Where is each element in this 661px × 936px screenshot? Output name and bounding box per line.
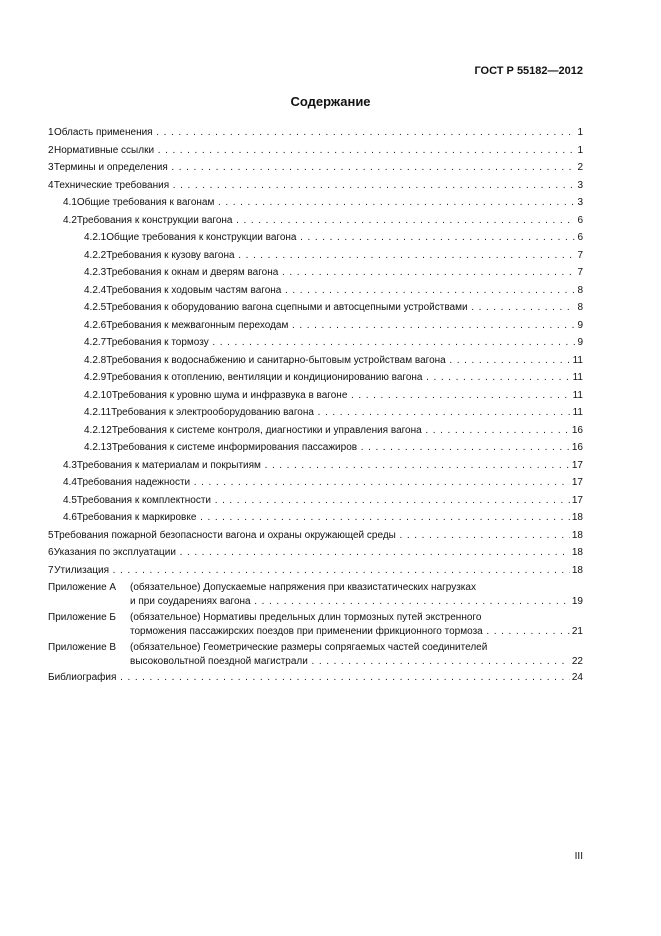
toc-entry-text: Требования к уровню шума и инфразвука в вагоне . . .: [112, 387, 571, 405]
toc-entry-page: 3: [575, 194, 583, 212]
toc-entry-number: 4.2.12: [84, 424, 112, 436]
appendix-title-line1: (обязательное) Допускаемые напряжения при квазистатических нагрузках: [130, 582, 476, 593]
toc-entry-number: 7: [48, 564, 54, 576]
toc-entry-text: Требования к маркировке . . .: [77, 509, 570, 527]
toc-entry-page: 9: [575, 317, 583, 335]
toc-entry-page: 8: [575, 299, 583, 317]
page-title: Содержание: [290, 94, 371, 109]
toc-entry-text: Требования к комплектности . . .: [77, 492, 570, 510]
toc-entry[interactable]: [48, 492, 583, 510]
toc-entry-page: 9: [575, 334, 583, 352]
toc-entry[interactable]: [48, 299, 583, 317]
toc-entry-number: 6: [48, 547, 54, 558]
toc-entry[interactable]: [48, 544, 583, 562]
toc-entry-text: Утилизация . . .: [54, 562, 570, 580]
toc-entry-page: 2: [575, 159, 583, 177]
toc-entry-page: 24: [570, 669, 583, 687]
toc-entry-page: 3: [575, 177, 583, 195]
toc-entry-number: 4.6: [63, 512, 77, 523]
toc-entry-number: 3: [48, 162, 54, 173]
toc-entry[interactable]: [48, 142, 583, 160]
toc-entry-number: 5: [48, 529, 54, 541]
toc-entry-text: Требования к конструкции вагона . . .: [77, 212, 576, 230]
toc-entry-number: 4.2.3: [84, 267, 107, 278]
toc-entry-number: 4: [48, 179, 54, 191]
page-folio: III: [574, 851, 583, 862]
toc-entry[interactable]: [48, 124, 583, 142]
toc-entry-page: 6: [575, 212, 583, 230]
toc-entry-number: 4.3: [63, 459, 77, 471]
toc-entry[interactable]: [48, 159, 583, 177]
toc-entry[interactable]: [48, 474, 583, 492]
appendix-entry[interactable]: [48, 581, 583, 609]
toc-entry-number: 4.2.9: [84, 372, 107, 383]
appendix-title-line1: (обязательное) Геометрические размеры сопрягаемых частей соединителей: [130, 642, 488, 653]
toc-entry-number: 2: [48, 144, 54, 156]
toc-entry[interactable]: [48, 264, 583, 282]
appendix-entry[interactable]: [48, 611, 583, 639]
appendix-entry[interactable]: [48, 641, 583, 669]
toc-entry-number: 4.2.13: [84, 442, 112, 453]
toc-entry[interactable]: [48, 352, 583, 370]
toc-entry[interactable]: [48, 177, 583, 195]
toc-entry-text: Общие требования к конструкции вагона . . .: [106, 229, 575, 247]
toc-entry-text: Нормативные ссылки . . .: [54, 142, 575, 160]
appendix-page: 21: [571, 626, 583, 637]
appendix-title-line1: (обязательное) Нормативы предельных длин тормозных путей экстренного: [130, 612, 482, 623]
toc-entry-text: Требования к электрооборудованию вагона . . .: [111, 404, 571, 422]
toc-entry-page: 18: [570, 562, 583, 580]
appendix-title-line2: и при соударениях вагона . . .: [130, 595, 570, 609]
appendix-page: 22: [571, 656, 583, 667]
toc-entry-text: Требования к ходовым частям вагона . . .: [106, 282, 575, 300]
toc-entry-page: 16: [570, 422, 583, 440]
toc-entry-number: 4.1: [63, 197, 77, 208]
toc-entry-text: Требования к кузову вагона . . .: [106, 247, 575, 265]
toc-entry[interactable]: [48, 562, 583, 580]
toc-entry-number: 4.2.5: [84, 302, 107, 313]
toc-entry-page: 17: [570, 492, 583, 510]
toc-entry[interactable]: [48, 422, 583, 440]
toc-entry[interactable]: [48, 369, 583, 387]
toc-entry-number: 4.2.11: [84, 407, 112, 418]
toc-entry-text: Требования к оборудованию вагона сцепными и автосцепными устройствами . . .: [106, 299, 575, 317]
appendix-title-line2: торможения пассажирских поездов при применении фрикционного тормоза . . .: [130, 625, 570, 639]
toc-entry-page: 16: [570, 439, 583, 457]
toc-entry-number: 4.2.1: [84, 232, 107, 243]
toc-entry-text: Требования к тормозу . . .: [106, 334, 575, 352]
toc-entry-bibliography[interactable]: [48, 669, 583, 687]
toc-entry-page: 18: [570, 544, 583, 562]
toc-entry-text: Библиография . . .: [48, 669, 570, 687]
toc-entry-text: Требования пожарной безопасности вагона и охраны окружающей среды . . .: [54, 527, 570, 545]
toc-entry-page: 11: [571, 404, 583, 422]
toc-entry-number: 1: [48, 127, 54, 138]
toc-entries: [48, 124, 583, 579]
toc-entry-page: 11: [571, 369, 583, 387]
table-of-contents: [48, 124, 583, 687]
appendix-entries: [48, 581, 583, 669]
toc-entry[interactable]: [48, 194, 583, 212]
toc-entry[interactable]: [48, 229, 583, 247]
toc-entry-number: 4.2.6: [84, 319, 107, 331]
toc-entry-page: 1: [575, 142, 583, 160]
toc-entry-number: 4.4: [63, 477, 77, 488]
toc-entry[interactable]: [48, 387, 583, 405]
toc-entry[interactable]: [48, 212, 583, 230]
toc-entry-page: 1: [575, 124, 583, 142]
toc-entry-text: Общие требования к вагонам . . .: [77, 194, 576, 212]
toc-entry-page: 7: [575, 264, 583, 282]
appendix-title-line2: высоковольтной поездной магистрали . . .: [130, 655, 570, 669]
appendix-name: Приложение А: [48, 582, 117, 593]
toc-entry[interactable]: [48, 457, 583, 475]
appendix-name: Приложение Б: [48, 612, 116, 623]
toc-entry[interactable]: [48, 527, 583, 545]
toc-entry-text: Требования к системе информирования пассажиров . . .: [112, 439, 570, 457]
toc-entry-text: Требования к межвагонным переходам . . .: [106, 317, 575, 335]
toc-entry-number: 4.5: [63, 494, 77, 506]
toc-entry-page: 18: [570, 527, 583, 545]
toc-entry-text: Технические требования . . .: [54, 177, 576, 195]
toc-entry-text: Требования к отоплению, вентиляции и кондиционированию вагона . . .: [106, 369, 570, 387]
document-code: ГОСТ Р 55182—2012: [474, 65, 583, 77]
toc-entry-page: 6: [575, 229, 583, 247]
toc-entry[interactable]: [48, 404, 583, 422]
toc-entry-page: 11: [571, 387, 583, 405]
toc-entry-text: Требования к системе контроля, диагностики и управления вагона . . .: [112, 422, 570, 440]
toc-entry[interactable]: [48, 247, 583, 265]
toc-entry[interactable]: [48, 282, 583, 300]
toc-entry[interactable]: [48, 439, 583, 457]
toc-entry-text: Требования к материалам и покрытиям . . .: [77, 457, 570, 475]
toc-entry[interactable]: [48, 509, 583, 527]
toc-entry-page: 8: [575, 282, 583, 300]
toc-entry-text: Область применения . . .: [54, 124, 575, 142]
toc-entry-page: 11: [571, 352, 583, 370]
toc-entry-number: 4.2.10: [84, 389, 112, 401]
toc-entry-number: 4.2.8: [84, 354, 107, 366]
appendix-page: 19: [571, 596, 583, 607]
toc-entry-text: Требования надежности . . .: [77, 474, 570, 492]
toc-entry-number: 4.2.2: [84, 249, 107, 261]
toc-entry-number: 4.2: [63, 214, 77, 226]
toc-entry-number: 4.2.7: [84, 337, 107, 348]
toc-entry-text: Требования к водоснабжению и санитарно-бытовым устройствам вагона . . .: [106, 352, 570, 370]
toc-entry-page: 17: [570, 474, 583, 492]
toc-entry-page: 17: [570, 457, 583, 475]
toc-entry-text: Термины и определения . . .: [54, 159, 576, 177]
toc-entry-text: Указания по эксплуатации . . .: [54, 544, 570, 562]
toc-entry-number: 4.2.4: [84, 284, 107, 296]
toc-entry-page: 18: [570, 509, 583, 527]
toc-entry[interactable]: [48, 334, 583, 352]
toc-entry-page: 7: [575, 247, 583, 265]
toc-entry-text: Требования к окнам и дверям вагона . . .: [106, 264, 575, 282]
toc-entry[interactable]: [48, 317, 583, 335]
appendix-name: Приложение В: [48, 642, 117, 653]
